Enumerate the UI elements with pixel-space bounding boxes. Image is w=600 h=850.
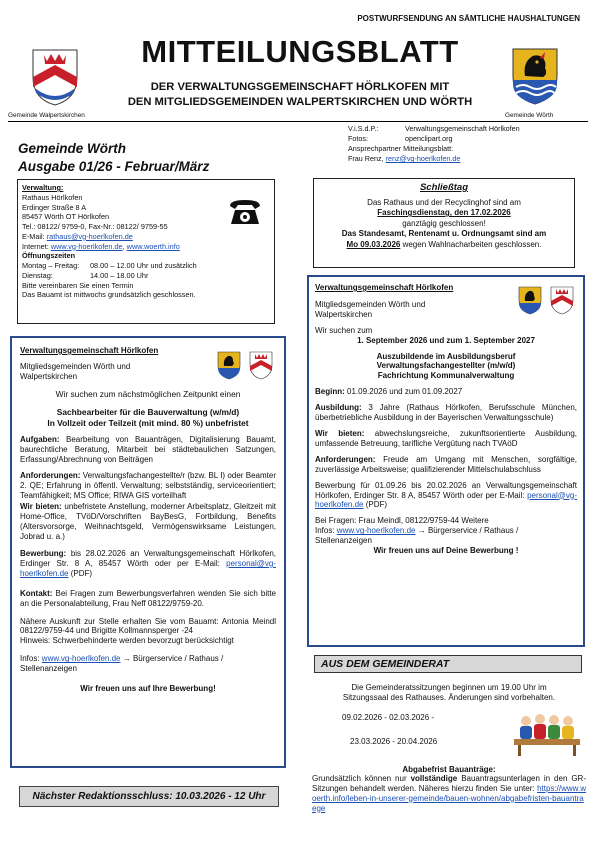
- building-deadline-link[interactable]: https://www.woerth.info/leben-in-unserer-gemeinde/bauen-wohnen/abgabefristen-bauantraege: [312, 784, 586, 813]
- council-section: Die Gemeinderatssitzungen beginnen um 19.00 Uhr im Sitzungssaal des Rathauses. Änderungen sind vorbehalten. 09.02.2026 - 02.03.2026 - 23.03.2026 - 20.04.2026 Abgabefrist Bauanträge: Grundsätzlich können nur vollständige Bauantragsunterlagen in den GR-Sitzungen behandelt werden. Näheres hierzu finden Sie unter: https://www.woerth.info/leben-in-unserer-gemeinde/bauen-wohnen/abgabefristen-bauantraege: [312, 683, 586, 813]
- job-right-application: Bewerbung für 01.09.26 bis 20.02.2026 an Verwaltungsgemeinschaft Hörlkofen, Erdinger Str. 8 A, 85457 Wörth oder per E-Mail: personal@vg-hoerlkofen.de (PDF): [315, 480, 577, 510]
- job-right-training: Ausbildung: 3 Jahre (Rathaus Hörlkofen, Berufsschule München, überbetriebliche Ausbildung in der Bayerischen Verwaltungsschule): [315, 403, 577, 423]
- crest-left-caption: Gemeinde Walpertskirchen: [8, 112, 85, 119]
- woerth-crest-icon: [517, 285, 577, 315]
- job-left-requirements: Anforderungen: Verwaltungsfachangestellte/r (bzw. BL I) oder Beamter 2. QE; Erfahrung in öffentl. Verwaltung; selbstständig, serviceorientiert; Teamfähigkeit; MS Office; RIWA GIS vorteilhaft: [20, 470, 276, 500]
- walpertskirchen-crest-icon: [30, 47, 80, 107]
- closure-heading: Schließtag: [419, 182, 469, 193]
- job-right-dates: 1. September 2026 und zum 1. September 2027: [357, 335, 535, 345]
- job-left-note: Hinweis: Schwerbehinderte werden bevorzugt berücksichtigt: [20, 636, 234, 646]
- crest-right-caption: Gemeinde Wörth: [505, 112, 554, 119]
- job-left-position-terms: In Vollzeit oder Teilzeit (mit mind. 80 %) unbefristet: [47, 417, 249, 428]
- job-right-intro: Wir suchen zum: [315, 325, 373, 335]
- hours-row: Montag – Freitag: 08.00 – 12.00 Uhr und zusätzlich: [22, 261, 197, 271]
- address-email-link[interactable]: rathaus@vg-hoerlkofen.de: [46, 231, 133, 241]
- imprint-contact-label: Ansprechpartner Mitteilungsblatt:: [348, 144, 454, 154]
- page-subtitle: DER VERWALTUNGSGEMEINSCHAFT HÖRLKOFEN MIT DEN MITGLIEDSGEMEINDEN WALPERTSKIRCHEN UND WÖRTH: [127, 81, 473, 108]
- job-right-offer: Wir bieten: abwechslungsreiche, zukunftsorientierte Ausbildung, umfassende Betreuung, tarifliche Vergütung nach TVAöD: [315, 428, 577, 448]
- job-right-email-link[interactable]: personal@vg-hoerlkofen.de: [315, 490, 577, 510]
- job-left-heading: Verwaltungsgemeinschaft Hörlkofen: [20, 346, 159, 355]
- closure-notice: Schließtag Das Rathaus und der Recyclinghof sind am Faschingsdienstag, den 17.02.2026 ganztägig geschlossen! Das Standesamt, Rentenamt u. Ordnungsamt sind am Mo 09.03.2026 wegen Wahlnacharbeiten geschlossen.: [313, 178, 575, 268]
- address-line: 85457 Wörth OT Hörlkofen: [22, 212, 110, 222]
- edition-title: Gemeinde Wörth Ausgabe 01/26 - Februar/März: [18, 141, 210, 175]
- council-dates: 09.02.2026 - 02.03.2026 -: [342, 712, 435, 722]
- address-box: [17, 179, 275, 324]
- woerth-crest-icon: [510, 46, 560, 106]
- job-left-email-link[interactable]: personal@vg-hoerlkofen.de: [20, 558, 276, 578]
- job-left-infos-link[interactable]: www.vg-hoerlkofen.de: [41, 654, 121, 664]
- address-line: Erdinger Straße 8 A: [22, 202, 87, 212]
- job-left-infos: Infos: www.vg-hoerlkofen.de → Bürgerservice / Rathaus / Stellenanzeigen: [20, 654, 224, 674]
- job-ad-apprenticeship: Verwaltungsgemeinschaft Hörlkofen Mitgliedsgemeinden Wörth und Walpertskirchen Wir suchen zum 1. September 2026 und zum 1. September 2027 Auszubildende im Ausbildungsberuf Verwaltungsfachangestellter (m/w/d) Fachrichtung Kommunalverwaltung Beginn: 01.09.2026 und zum 01.09.2027 Ausbildung: 3 Jahre (Rathaus Hörlkofen, Berufsschule München, überbetriebliche Ausbildung in der Bayerischen Verwaltungsschule) Wir bieten: abwechslungsreiche, zukunftsorientierte Ausbildung, umfassende Betreuung, tarifliche Vergütung nach TVAöD Anforderungen: Freude am Umgang mit Menschen, sorgfältige, zuverlässige Arbeitsweise; qualifizierender Mittelschulabschluss Bewerbung für 01.09.26 bis 20.02.2026 an Verwaltungsgemeinschaft Hörlkofen, Erdinger Str. 8 A, 85457 Wörth oder per E-Mail: personal@vg-hoerlkofen.de (PDF) Bei Fragen: Frau Meindl, 08122/9759-44 Weitere Infos: www.vg-hoerlkofen.de → Bürgerservice / Rathaus / Stellenanzeigen Wir freuen uns auf Deine Bewerbung !: [307, 275, 585, 647]
- job-right-position: Auszubildende im Ausbildungsberuf: [376, 351, 516, 361]
- council-people-icon: [512, 711, 582, 757]
- job-ad-clerk: Verwaltungsgemeinschaft Hörlkofen Mitgliedsgemeinden Wörth und Walpertskirchen Wir suchen zum nächstmöglichen Zeitpunkt einen Sachbearbeiter für die Bauverwaltung (w/m/d) In Vollzeit oder Teilzeit (mit mind. 80 %) unbefristet Aufgaben: Bearbeitung von Bauanträgen, Digitalisierung Bauamt, baurechtliche Beratung, Mitarbeit bei städtebaulichen Satzungen, Erfassung/Abrechnung von Beiträgen Anforderungen: Verwaltungsfachangestellte/r (bzw. BL I) oder Beamter 2. QE; Erfahrung in öffentl. Verwaltung; selbstständig, serviceorientiert; Teamfähigkeit; MS Office; RIWA GIS vorteilhaft Wir bieten: unbefristete Anstellung, moderner Arbeitsplatz, Gleitzeit mit Home-Office, TVöD/Vorschriften BayBesG, Fortbildung, Benefits (Altersvorsorge, Weihnachtsgeld, Vermögenswirksame Leistungen, Jobrad u. a.) Bewerbung: bis 28.02.2026 an Verwaltungsgemeinschaft Hörlkofen, Erdinger Str. 8 A, 85457 Wörth oder per E-Mail: personal@vg-hoerlkofen.de (PDF) Kontakt: Bei Fragen zum Bewerbungsverfahren wenden Sie sich bitte an die Personalabteilung, Frau Neff 08122/9759-20. Nähere Auskunft zur Stelle erhalten Sie vom Bauamt: Antonia Meindl 08122/9759-44 und Brigitte Kollmannsperger -24 Hinweis: Schwerbehinderte werden bevorzugt berücksichtigt Infos: www.vg-hoerlkofen.de → Bürgerservice / Rathaus / Stellenanzeigen Wir freuen uns auf Ihre Bewerbung!: [10, 336, 286, 768]
- hours-row: Dienstag: 14.00 – 18.00 Uhr: [22, 270, 149, 280]
- building-deadline-heading: Abgabefrist Bauanträge:: [402, 764, 496, 774]
- council-dates: 23.03.2026 - 20.04.2026: [350, 736, 438, 746]
- imprint-row: Fotos: openclipart.org: [348, 134, 453, 144]
- job-left-closing: Wir freuen uns auf Ihre Bewerbung!: [80, 684, 216, 694]
- address-line: Tel.: 08122/ 9759-0, Fax-Nr.: 08122/ 9759-55: [22, 222, 168, 232]
- address-note: Bitte vereinbaren Sie einen Termin: [22, 280, 134, 290]
- woerth-website-link[interactable]: www.woerth.info: [126, 241, 180, 251]
- council-heading: AUS DEM GEMEINDERAT: [314, 655, 582, 673]
- imprint-email-link[interactable]: renz@vg-hoerlkofen.de: [385, 154, 461, 164]
- telephone-icon: [228, 198, 262, 226]
- job-left-info: Nähere Auskunft zur Stelle erhalten Sie vom Bauamt: Antonia Meindl 08122/9759-44 und Brigitte Kollmannsperger -24: [20, 616, 276, 636]
- job-right-closing: Wir freuen uns auf Deine Bewerbung !: [373, 546, 519, 556]
- address-email-row: E-Mail: rathaus@vg-hoerlkofen.de: [22, 231, 133, 241]
- imprint-row: V.i.S.d.P.: Verwaltungsgemeinschaft Hörlkofen: [348, 124, 520, 133]
- job-left-offer: Wir bieten: unbefristete Anstellung, moderner Arbeitsplatz, Gleitzeit mit Home-Office, TVöD/Vorschriften BayBesG, Fortbildung, Benefits (Altersvorsorge, Weihnachtsgeld, Vermögenswirksame Leistungen, Jobrad u. a.): [20, 502, 276, 542]
- closure-date: Faschingsdienstag, den 17.02.2026: [377, 208, 511, 218]
- job-left-position: Sachbearbeiter für die Bauverwaltung (w/m/d): [56, 407, 240, 418]
- job-right-infos-link[interactable]: www.vg-hoerlkofen.de: [336, 526, 416, 536]
- address-web-row: Internet: www.vg-hoerlkofen.de, www.woerth.info: [22, 241, 180, 251]
- address-line: Rathaus Hörlkofen: [22, 192, 83, 202]
- editorial-deadline: Nächster Redaktionsschluss: 10.03.2026 - 12 Uhr: [19, 786, 279, 807]
- address-note: Das Bauamt ist mittwochs grundsätzlich geschlossen.: [22, 290, 196, 300]
- job-left-contact: Kontakt: Bei Fragen zum Bewerbungsverfahren wenden Sie sich bitte an die Personalabteilung, Frau Neff 08122/9759-20.: [20, 588, 276, 608]
- page-title: MITTEILUNGSBLATT: [141, 34, 459, 69]
- vg-website-link[interactable]: www.vg-hoerlkofen.de: [50, 241, 123, 251]
- distribution-note: POSTWURFSENDUNG AN SÄMTLICHE HAUSHALTUNGEN: [357, 14, 580, 23]
- job-right-questions: Bei Fragen: Frau Meindl, 08122/9759-44 Weitere: [315, 516, 489, 526]
- job-left-tasks: Aufgaben: Bearbeitung von Bauanträgen, Digitalisierung Bauamt, baurechtliche Beratung, Mitarbeit bei städtebaulichen Satzungen, Erfassung/Abrechnung von Beiträgen: [20, 434, 276, 464]
- job-right-heading: Verwaltungsgemeinschaft Hörlkofen: [315, 283, 454, 292]
- job-left-application: Bewerbung: bis 28.02.2026 an Verwaltungsgemeinschaft Hörlkofen, Erdinger Str. 8 A, 85457 Wörth oder per E-Mail: personal@vg-hoerlkofen.de (PDF): [20, 549, 276, 578]
- hours-heading: Öffnungszeiten: [22, 251, 76, 261]
- imprint-contact: Frau Renz, renz@vg-hoerlkofen.de: [348, 154, 461, 164]
- header-divider: [8, 121, 588, 122]
- imprint: [348, 124, 588, 164]
- address-heading: Verwaltung:: [22, 183, 64, 192]
- job-left-intro: Wir suchen zum nächstmöglichen Zeitpunkt einen: [55, 388, 241, 399]
- job-right-infos: Infos: www.vg-hoerlkofen.de → Bürgerservice / Rathaus / Stellenanzeigen: [315, 526, 519, 546]
- building-deadline-text: Grundsätzlich können nur vollständige Bauantragsunterlagen in den GR-Sitzungen behandelt werden. Näheres hierzu finden Sie unter: https://www.woerth.info/leben-in-unserer-gemeinde/bauen-wohnen/abgabefristen-bauantraege: [312, 774, 586, 813]
- closure-second-date: Mo 09.03.2026 wegen Wahlnacharbeiten geschlossen.: [346, 239, 542, 249]
- job-right-start: Beginn: 01.09.2026 und zum 01.09.2027: [315, 387, 463, 397]
- job-right-requirements: Anforderungen: Freude am Umgang mit Menschen, sorgfältige, zuverlässige Arbeitsweise; qualifizierender Mittelschulabschluss: [315, 454, 577, 474]
- woerth-crest-icon: [216, 350, 276, 380]
